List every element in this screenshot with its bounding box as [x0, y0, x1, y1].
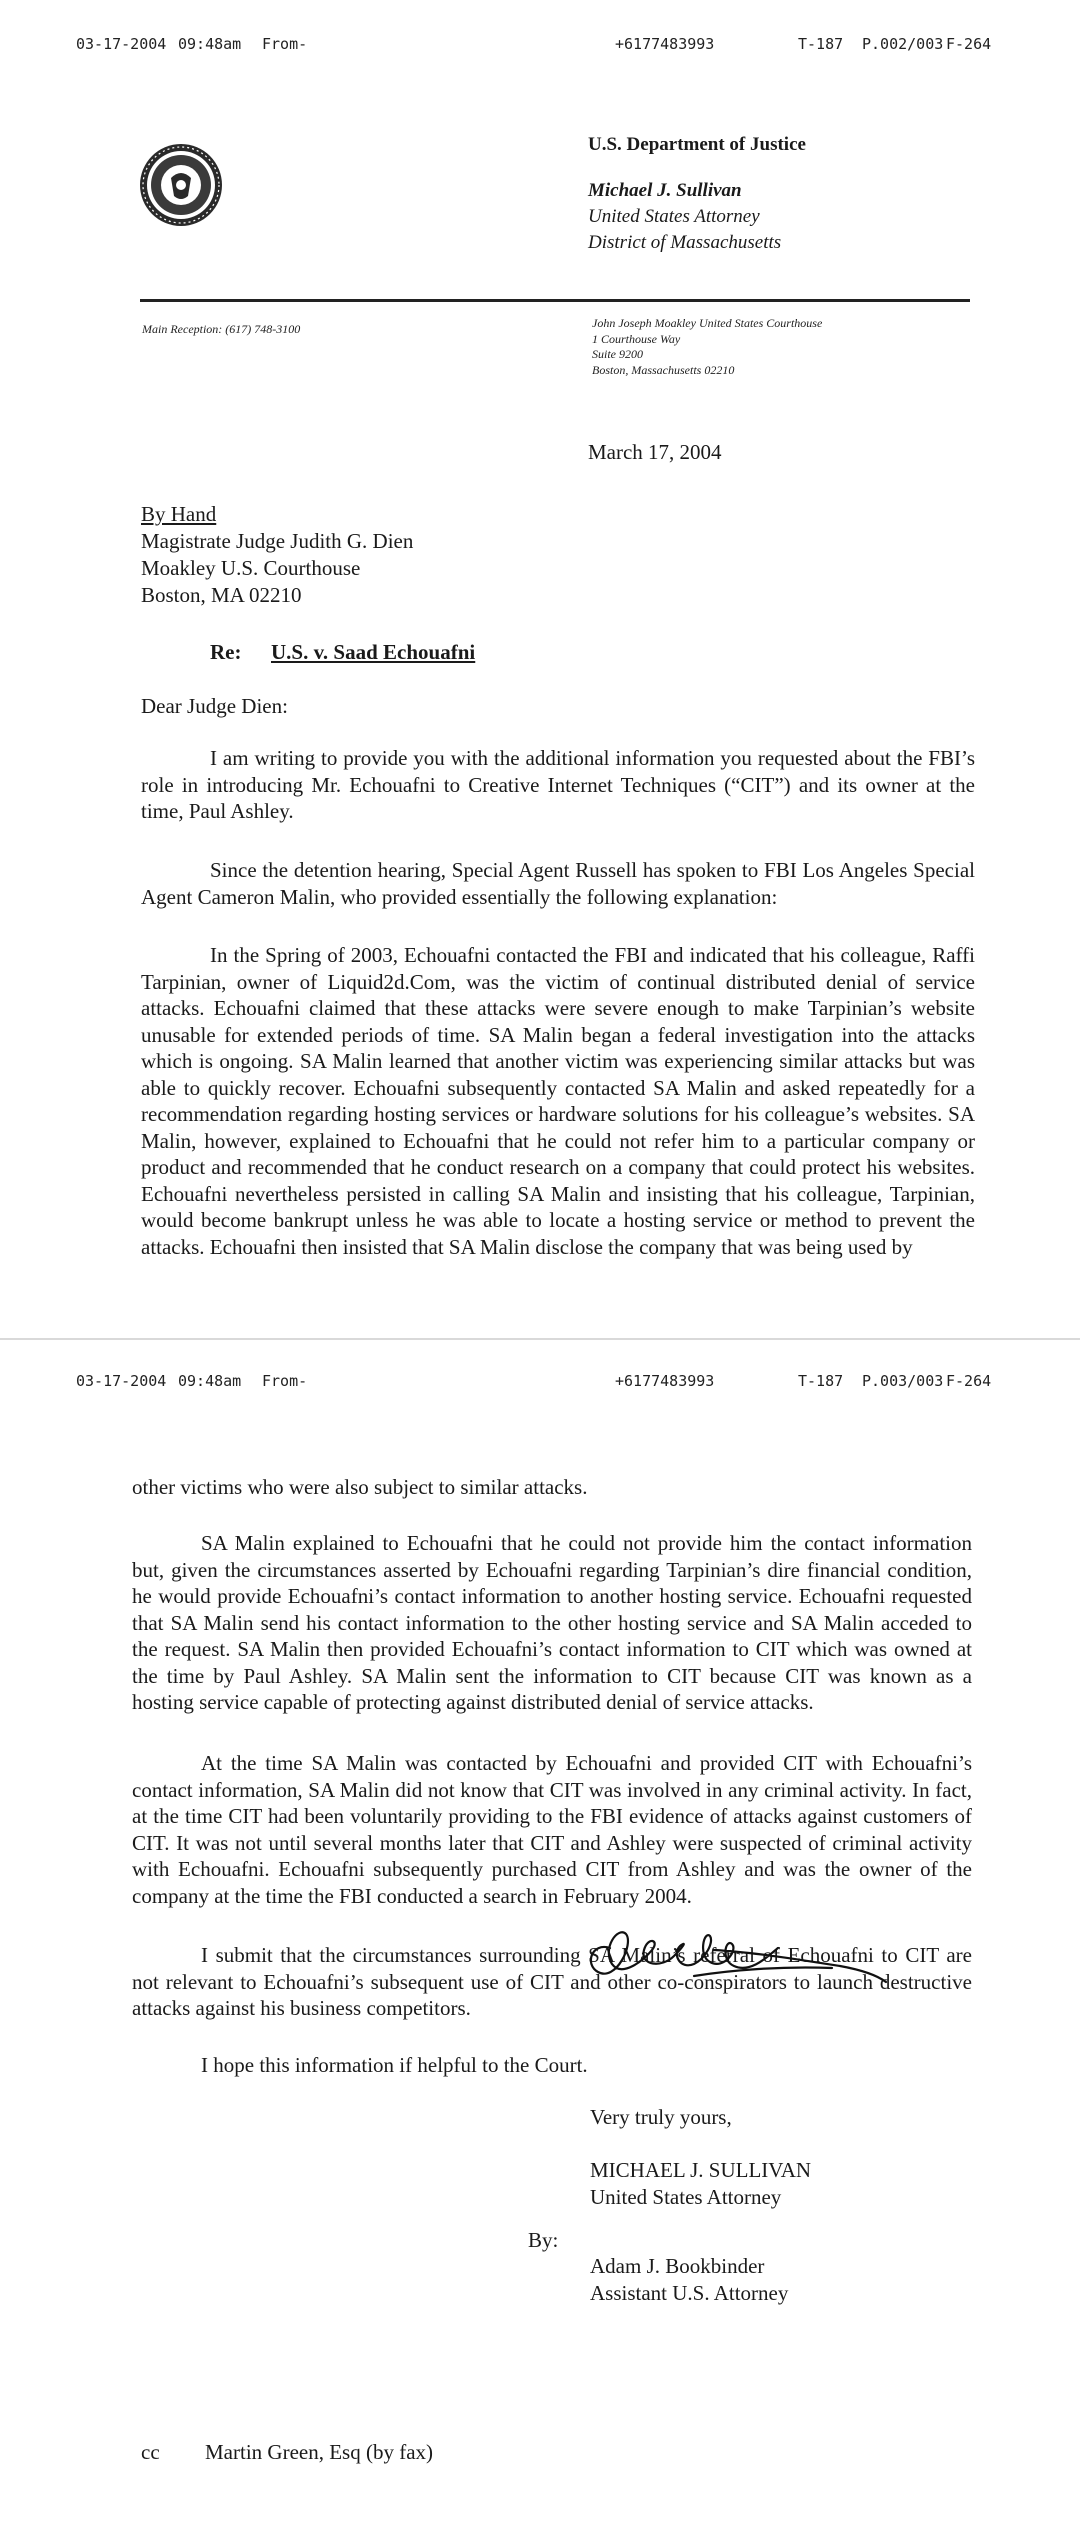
body-paragraph: In the Spring of 2003, Echouafni contacted the FBI and indicated that his colleague, Raffi Tarpinian, owner of Liquid2d.Com, was the victim of continual distributed denial of service attacks. Echouafni claimed that these attacks were severe enough to make Tarpinian’s website unusable for extended periods of time. SA Malin began a federal investigation into the attacks which is ongoing. SA Malin learned that another victim was experiencing similar attacks but was able to quickly recover. Echouafni subsequently contacted SA Malin and asked repeatedly for a recommendation regarding hosting services or hardware solutions for his colleague’s websites. SA Malin, however, explained to Echouafni that he could not refer him to a particular company or product and recommended that he conduct research on a company that could protect his websites. Echouafni nevertheless persisted in calling SA Malin and insisting that his colleague, Tarpinian, would become bankrupt unless he was able to locate a hosting service or method to prevent the attacks. Echouafni then insisted that SA Malin disclose the company that was being used by: [141, 943, 975, 1259]
department-name: U.S. Department of Justice: [588, 134, 806, 155]
body-paragraph: I submit that the circumstances surrounding SA Malin’s referral of Echouafni to CIT are not relevant to Echouafni’s subsequent use of CIT and other co-conspirators to launch destructive attacks against his business competitors.: [132, 1943, 972, 2020]
fax-page-number: P.003/003: [862, 1372, 944, 1390]
address-line: Suite 9200: [592, 347, 643, 361]
signer-name: Adam J. Bookbinder: [590, 2254, 765, 2278]
address-line: Boston, Massachusetts 02210: [592, 362, 735, 377]
fax-phone: +6177483993: [615, 1372, 715, 1390]
recipient-line: Boston, MA 02210: [141, 583, 302, 607]
letter-date: March 17, 2004: [588, 440, 722, 464]
recipient-line: Magistrate Judge Judith G. Dien: [141, 529, 414, 553]
letter-page-2: [0, 1338, 1080, 2522]
body-paragraph: other victims who were also subject to similar attacks.: [132, 1475, 588, 1499]
fax-time: 09:48am: [178, 35, 242, 53]
body-paragraph: At the time SA Malin was contacted by Echouafni and provided CIT with Echouafni’s contact information, SA Malin did not know that CIT was involved in any criminal activity. In fact, at the time CIT had been voluntarily providing to the FBI evidence of attacks against customers of CIT. It was not until several months later that CIT and Ashley were suspected of criminal activity with Echouafni. Echouafni subsequently purchased CIT from Ashley and was the owner of the company at the time the FBI conducted a search in February 2004.: [132, 1751, 972, 1908]
signatory-name: MICHAEL J. SULLIVAN: [590, 2158, 812, 2182]
re-label: Re:: [210, 640, 242, 664]
address-line: John Joseph Moakley United States Courthouse: [592, 316, 823, 330]
salutation: Dear Judge Dien:: [141, 694, 288, 718]
courthouse-address: [592, 316, 822, 378]
fax-phone: +6177483993: [615, 35, 715, 53]
fax-from: From-: [262, 1372, 308, 1390]
fax-date: 03-17-2004: [76, 1372, 167, 1390]
cc-recipient: Martin Green, Esq (by fax): [205, 2440, 434, 2464]
address-line: 1 Courthouse Way: [592, 331, 681, 346]
signer-title: Assistant U.S. Attorney: [590, 2281, 789, 2305]
attorney-title: United States Attorney: [588, 206, 760, 227]
main-reception: Main Reception: (617) 748-3100: [142, 322, 301, 336]
re-case: U.S. v. Saad Echouafni: [271, 640, 476, 664]
body-paragraph: Since the detention hearing, Special Agent Russell has spoken to FBI Los Angeles Special Agent Cameron Malin, who provided essentially the following explanation:: [141, 858, 975, 909]
cc-label: cc: [141, 2440, 160, 2464]
fax-t-code: T-187: [798, 1372, 844, 1390]
attorney-name: Michael J. Sullivan: [588, 180, 742, 201]
by-label: By:: [528, 2228, 559, 2252]
fax-date: 03-17-2004: [76, 35, 167, 53]
handwritten-signature: [582, 1920, 902, 2000]
body-paragraph: SA Malin explained to Echouafni that he could not provide him the contact information but, given the circumstances asserted by Echouafni regarding Tarpinian’s dire financial condition, he would provide Echouafni’s contact information to another hosting service. Echouafni requested that SA Malin send his contact information to the other hosting service and SA Malin acceded to the request. SA Malin then provided Echouafni’s contact information to CIT which was owned at the time by Paul Ashley. SA Malin sent the information to CIT because CIT was known as a hosting service capable of protecting against distributed denial of service attacks.: [132, 1531, 972, 1714]
letterhead-rule: [140, 299, 970, 302]
fax-page-number: P.002/003: [862, 35, 944, 53]
fax-from: From-: [262, 35, 308, 53]
fax-f-code: F-264: [946, 35, 992, 53]
body-paragraph: I hope this information if helpful to the Court.: [201, 2053, 588, 2077]
signatory-title: United States Attorney: [590, 2185, 782, 2209]
body-paragraph: I am writing to provide you with the additional information you requested about the FBI’s role in introducing Mr. Echouafni to Creative Internet Techniques (“CIT”) and its owner at the time, Paul Ashley.: [141, 746, 975, 823]
fax-t-code: T-187: [798, 35, 844, 53]
district-name: District of Massachusetts: [588, 232, 782, 253]
doj-seal-icon: [138, 142, 224, 228]
valediction: Very truly yours,: [590, 2105, 732, 2129]
delivery-method: By Hand: [141, 502, 217, 526]
fax-f-code: F-264: [946, 1372, 992, 1390]
recipient-line: Moakley U.S. Courthouse: [141, 556, 361, 580]
fax-time: 09:48am: [178, 1372, 242, 1390]
